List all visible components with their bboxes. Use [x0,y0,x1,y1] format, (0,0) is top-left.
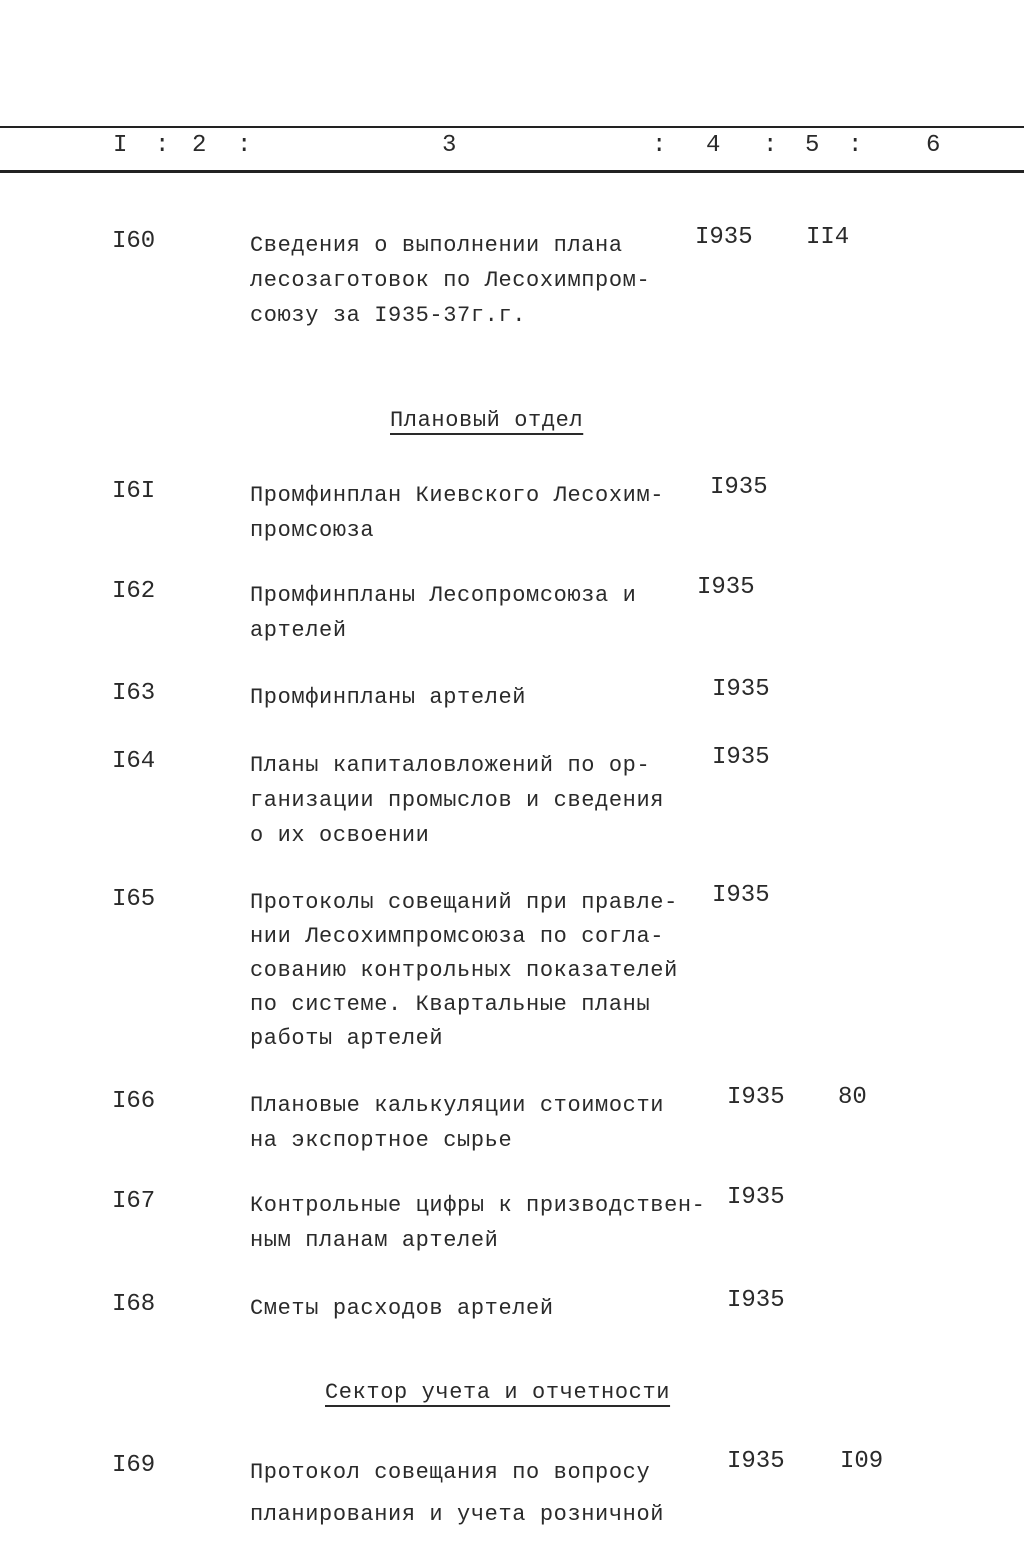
top-rule [0,126,1024,128]
entry-title-line: сованию контрольных показателей [250,958,678,983]
col-6: 6 [926,132,941,159]
entry-title [250,1291,554,1326]
sep: : [237,132,252,159]
entry-title-line: Сведения о выполнении плана [250,233,623,258]
sep: : [155,132,170,159]
entry-title-line: планирования и учета розничной [250,1502,665,1527]
entry-number: I63 [112,680,156,707]
entry-title-line: Протоколы совещаний при правле- [250,890,678,915]
col-1: I [113,132,128,159]
entry-number: I69 [112,1452,156,1479]
section-heading: Плановый отдел [390,408,584,433]
entry-title-line: Плановые калькуляции стоимости [250,1093,665,1118]
entry-year: I935 [712,744,770,771]
entry-title [250,886,678,1056]
entry-title-line: Протокол совещания по вопросу [250,1460,651,1485]
header-bottom-rule [0,170,1024,173]
entry-title-line: ным планам артелей [250,1228,499,1253]
entry-title-line: Промфинплан Киевского Лесохим- [250,483,665,508]
entry-title-line: на экспортное сырье [250,1128,513,1153]
entry-title-line: союзу за I935-37г.г. [250,303,527,328]
entry-title-line: Промфинпланы Лесопромсоюза и [250,583,637,608]
entry-title-line: Планы капиталовложений по ор- [250,753,651,778]
sep: : [763,132,778,159]
entry-title-line: работы артелей [250,1026,444,1051]
entry-year: I935 [727,1184,785,1211]
entry-title-line: Сметы расходов артелей [250,1296,554,1321]
entry-sheets: 80 [838,1084,867,1111]
entry-title-line: Контрольные цифры к призводствен- [250,1193,706,1218]
sep: : [848,132,863,159]
entry-year: I935 [697,574,755,601]
entry-number: I6I [112,478,156,505]
entry-year: I935 [695,224,753,251]
entry-title-line: по системе. Квартальные планы [250,992,651,1017]
entry-title-line: артелей [250,618,347,643]
entry-year: I935 [710,474,768,501]
entry-sheets: II4 [806,224,850,251]
section-heading: Сектор учета и отчетности [325,1380,671,1405]
col-4: 4 [706,132,721,159]
entry-year: I935 [712,676,770,703]
entry-year: I935 [712,882,770,909]
entry-title [250,748,664,853]
entry-sheets: I09 [840,1448,884,1475]
entry-title-line: промсоюза [250,518,375,543]
entry-number: I60 [112,228,156,255]
entry-year: I935 [727,1448,785,1475]
sep: : [652,132,667,159]
entry-number: I68 [112,1291,156,1318]
entry-title-line: Промфинпланы артелей [250,685,527,710]
entry-year: I935 [727,1287,785,1314]
col-5: 5 [805,132,820,159]
entry-title [250,1452,664,1536]
entry-number: I62 [112,578,156,605]
entry-number: I65 [112,886,156,913]
entry-title-line: нии Лесохимпромсоюза по согла- [250,924,665,949]
entry-year: I935 [727,1084,785,1111]
col-3: 3 [442,132,457,159]
entry-number: I67 [112,1188,156,1215]
entry-title [250,1188,705,1258]
entry-title-line: ганизации промыслов и сведения [250,788,665,813]
entry-title [250,680,526,715]
entry-title-line: лесозаготовок по Лесохимпром- [250,268,651,293]
entry-title [250,1088,664,1158]
entry-title [250,578,636,648]
entry-number: I66 [112,1088,156,1115]
entry-title [250,478,664,548]
col-2: 2 [192,132,207,159]
entry-title-line: о их освоении [250,823,430,848]
entry-number: I64 [112,748,156,775]
entry-title [250,228,650,333]
